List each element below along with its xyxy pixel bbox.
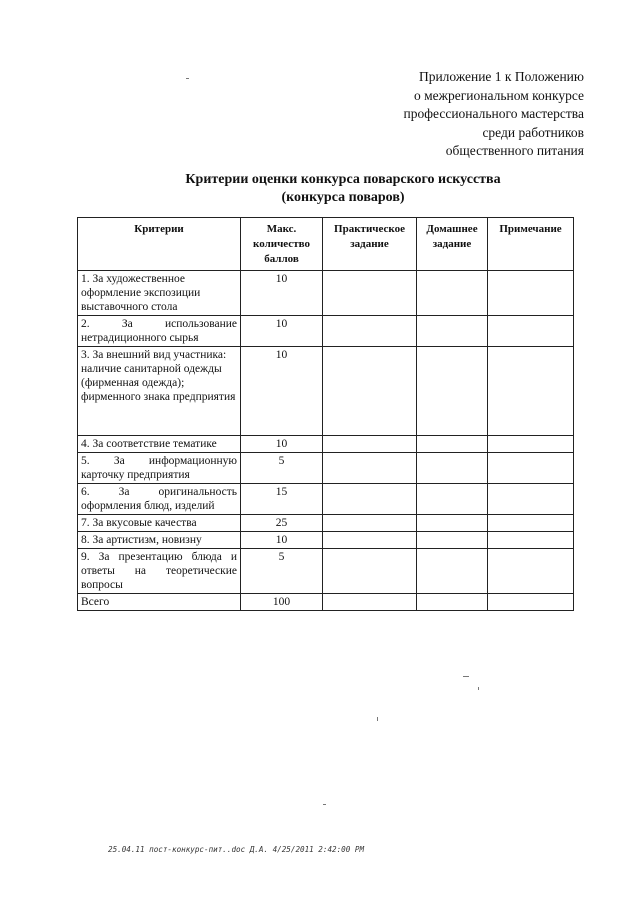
home-cell — [417, 549, 488, 594]
table-row — [78, 549, 574, 594]
practical-cell — [323, 316, 417, 347]
header-max-points: Макс. количество баллов — [241, 218, 323, 271]
table-row — [78, 316, 574, 347]
header-practical-task: Практическое задание — [323, 218, 417, 271]
note-cell — [488, 453, 574, 484]
criterion-cell: 5. За информационную карточку предприятия — [78, 453, 241, 484]
max-points-cell: 10 — [241, 316, 323, 347]
home-cell — [417, 347, 488, 436]
document-footer: 25.04.11 пост-конкурс-пит..doc Д.А. 4/25/2011 2:42:00 PM — [108, 845, 365, 854]
table-row — [78, 436, 574, 453]
practical-cell — [323, 436, 417, 453]
table-row — [78, 484, 574, 515]
scan-speck — [478, 687, 479, 690]
total-label-cell: Всего — [78, 594, 241, 611]
practical-cell — [323, 515, 417, 532]
criterion-cell: 9. За презентацию блюда и ответы на теоретические вопросы — [78, 549, 241, 594]
appendix-line: о межрегиональном конкурсе — [414, 87, 584, 103]
home-cell — [417, 532, 488, 549]
home-cell — [417, 316, 488, 347]
max-points-cell: 10 — [241, 532, 323, 549]
criteria-table — [77, 217, 574, 611]
max-points-cell: 15 — [241, 484, 323, 515]
note-cell — [488, 316, 574, 347]
criterion-cell: 8. За артистизм, новизну — [78, 532, 241, 549]
note-cell — [488, 271, 574, 316]
appendix-line: профессионального мастерства — [403, 106, 584, 121]
note-cell — [488, 347, 574, 436]
home-cell — [417, 271, 488, 316]
criterion-cell: 4. За соответствие тематике — [78, 436, 241, 453]
practical-cell — [323, 271, 417, 316]
scan-speck — [186, 78, 189, 79]
scan-speck — [463, 676, 469, 677]
note-cell — [488, 484, 574, 515]
table-row — [78, 532, 574, 549]
practical-cell — [323, 532, 417, 549]
table-row — [78, 453, 574, 484]
note-cell — [488, 515, 574, 532]
home-cell — [417, 484, 488, 515]
criterion-cell: 2. За использование нетрадиционного сырья — [78, 316, 241, 347]
practical-cell — [323, 484, 417, 515]
scan-speck — [377, 717, 378, 721]
max-points-cell: 5 — [241, 453, 323, 484]
header-criteria: Критерии — [78, 218, 241, 271]
practical-cell — [323, 549, 417, 594]
table-row — [78, 271, 574, 316]
table-total-row — [78, 594, 574, 611]
note-cell — [488, 549, 574, 594]
appendix-line: среди работников — [482, 124, 584, 140]
home-cell — [417, 515, 488, 532]
header-home-task: Домашнее задание — [417, 218, 488, 271]
document-title — [130, 171, 556, 207]
criterion-cell: 7. За вкусовые качества — [78, 515, 241, 532]
max-points-cell: 5 — [241, 549, 323, 594]
appendix-line: Приложение 1 к Положению — [418, 69, 584, 84]
scan-speck — [323, 804, 326, 805]
table-row — [78, 515, 574, 532]
home-cell — [417, 436, 488, 453]
title-line-1: Критерии оценки конкурса поварского искусства — [185, 172, 501, 187]
table-row — [78, 347, 574, 436]
table-header-row — [78, 218, 574, 271]
title-line-2: (конкурса поваров) — [281, 190, 405, 205]
max-points-cell: 25 — [241, 515, 323, 532]
note-cell — [488, 532, 574, 549]
max-points-cell: 10 — [241, 271, 323, 316]
criterion-cell: 6. За оригинальность оформления блюд, изделий — [78, 484, 241, 515]
practical-cell — [323, 347, 417, 436]
home-cell — [417, 453, 488, 484]
criterion-cell: 1. За художественное оформление экспозиции выставочного стола — [78, 271, 241, 316]
home-cell — [417, 594, 488, 611]
practical-cell — [323, 453, 417, 484]
header-note: Примечание — [488, 218, 574, 271]
appendix-line: общественного питания — [445, 143, 584, 158]
max-points-cell: 10 — [241, 347, 323, 436]
appendix-block — [324, 68, 584, 161]
practical-cell — [323, 594, 417, 611]
note-cell — [488, 436, 574, 453]
total-max-cell: 100 — [241, 594, 323, 611]
note-cell — [488, 594, 574, 611]
criterion-cell: 3. За внешний вид участника: наличие санитарной одежды (фирменная одежда); фирменного знака предприятия — [78, 347, 241, 436]
max-points-cell: 10 — [241, 436, 323, 453]
